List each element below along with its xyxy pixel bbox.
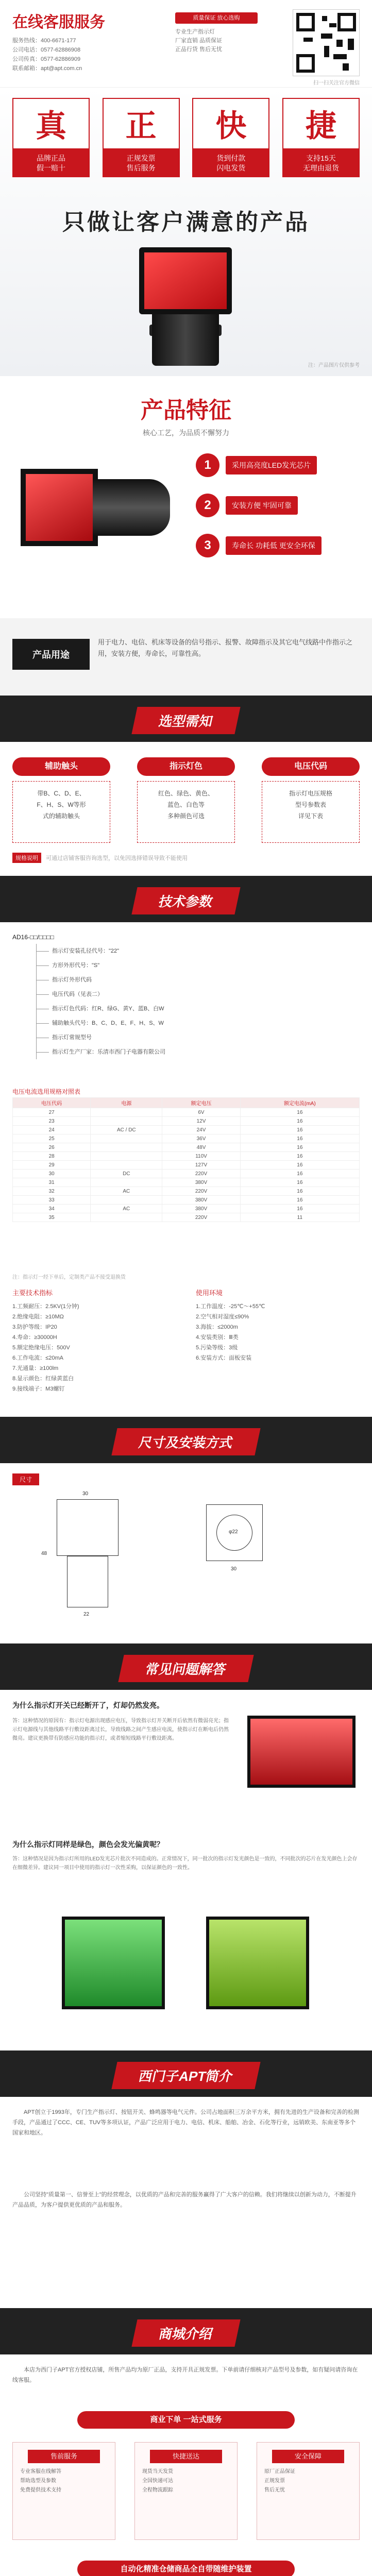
table-cell: 220V bbox=[162, 1187, 240, 1196]
table-cell: 32 bbox=[13, 1187, 91, 1196]
table-cell: 16 bbox=[240, 1134, 359, 1143]
faq-yellowgreen-light-image bbox=[206, 1917, 309, 2009]
product-caption: 注：产品图片仅供参考 bbox=[308, 363, 360, 368]
dims-title: 尺寸及安装方式 bbox=[111, 1428, 260, 1455]
intro-paragraph: APT创立于1993年，专门生产指示灯、按钮开关、蜂鸣器等电气元件。公司占地面积三万余平方米，拥有先进的生产设备和完善的检测手段，产品通过了CCC、CE、TUV等多项认证，产品广泛应用于电力、电信、机床、船舶、冶金、石化等行业，远销欧美、东南亚等多个国家和地区。 bbox=[12, 2109, 359, 2136]
service-header bbox=[0, 0, 372, 88]
table-row bbox=[13, 1187, 360, 1196]
table-cell: 48V bbox=[162, 1143, 240, 1152]
spec-item: 2.绝缘电阻：≥10MΩ bbox=[12, 1314, 64, 1320]
env-item: 2.空气相对湿度≤90% bbox=[196, 1314, 249, 1320]
table-cell: 23 bbox=[13, 1117, 91, 1126]
spec-item: 6.工作电流：≤20mA bbox=[12, 1355, 63, 1361]
feature-item bbox=[196, 453, 356, 477]
table-cell: 16 bbox=[240, 1143, 359, 1152]
service-banner: 商业下单 一站式服务 bbox=[77, 2411, 295, 2429]
table-cell bbox=[91, 1143, 162, 1152]
table-cell: 26 bbox=[13, 1143, 91, 1152]
faq-band bbox=[0, 1643, 372, 1690]
table-cell bbox=[91, 1152, 162, 1161]
table-cell: 30 bbox=[13, 1170, 91, 1178]
service-card-title: 快捷送达 bbox=[150, 2450, 222, 2463]
pillar-char: 捷 bbox=[282, 98, 360, 149]
contact-line: 公司传真：0577-62886909 bbox=[12, 56, 81, 62]
front-view-drawing bbox=[57, 1499, 119, 1556]
model-legend bbox=[36, 944, 361, 1059]
table-row bbox=[13, 1196, 360, 1205]
qr-code-icon[interactable] bbox=[293, 9, 360, 76]
spec-item: 1.工频耐压：2.5KV(1分钟) bbox=[12, 1303, 79, 1310]
params-title: 技术参数 bbox=[131, 887, 240, 914]
table-cell: 28 bbox=[13, 1152, 91, 1161]
feature-list bbox=[196, 453, 356, 574]
feature-item bbox=[196, 494, 356, 517]
pillar-caption: 品牌正品 假一赔十 bbox=[12, 149, 90, 177]
service-card-title: 安全保障 bbox=[272, 2450, 344, 2463]
quality-pill: 质量保证 放心选购 bbox=[175, 12, 258, 24]
env-section bbox=[0, 1283, 372, 1417]
table-cell: 6V bbox=[162, 1108, 240, 1117]
pillar-caption: 正规发票 售后服务 bbox=[103, 149, 180, 177]
selection-body: 红色、绿色、黄色、 蓝色、白色等 多种颜色可选 bbox=[137, 781, 235, 843]
table-cell: 36V bbox=[162, 1134, 240, 1143]
dim-label: φ22 bbox=[229, 1529, 238, 1535]
dims-tab: 尺寸 bbox=[12, 1473, 39, 1485]
params-section bbox=[0, 922, 372, 1283]
env-item: 5.污染等级：3级 bbox=[196, 1345, 238, 1351]
quality-line: 专业生产指示灯 bbox=[175, 29, 215, 35]
table-cell: 16 bbox=[240, 1205, 359, 1213]
selection-head: 指示灯色 bbox=[137, 757, 235, 776]
env-column bbox=[196, 1288, 265, 1363]
feature-number: 2 bbox=[196, 494, 219, 517]
table-row bbox=[13, 1108, 360, 1117]
table-cell bbox=[91, 1108, 162, 1117]
params-band bbox=[0, 876, 372, 922]
voltage-table bbox=[12, 1097, 360, 1222]
faq-section bbox=[0, 1690, 372, 2050]
table-cell: 16 bbox=[240, 1196, 359, 1205]
table-cell: 27 bbox=[13, 1108, 91, 1117]
hero-section bbox=[0, 88, 372, 376]
table-cell bbox=[91, 1134, 162, 1143]
table-header-cell: 额定电流(mA) bbox=[240, 1098, 359, 1108]
mall-section bbox=[0, 2354, 372, 2576]
table-cell: AC bbox=[91, 1187, 162, 1196]
table-cell: AC bbox=[91, 1205, 162, 1213]
body-view-drawing bbox=[67, 1556, 108, 1607]
table-cell: 29 bbox=[13, 1161, 91, 1170]
pillar-char: 快 bbox=[192, 98, 269, 149]
table-cell: 33 bbox=[13, 1196, 91, 1205]
contact-line: 联系邮箱：apt@apt.com.cn bbox=[12, 65, 82, 72]
table-cell: 12V bbox=[162, 1117, 240, 1126]
legend-row: 电压代码（见表二） bbox=[36, 987, 361, 1002]
selection-note-text: 可通过店铺客服咨询选型，以免因选择错误导致不能使用 bbox=[46, 855, 188, 861]
table-cell: 127V bbox=[162, 1161, 240, 1170]
env-item: 6.安装方式：面板安装 bbox=[196, 1355, 252, 1361]
intro-paragraph: 公司坚持"质量第一、信誉至上"的经营理念，以优质的产品和完善的服务赢得了广大客户的信赖。我们将继续以创新为动力，不断提升产品品质，为客户提供更优质的产品和服务。 bbox=[12, 2192, 357, 2208]
faq-question: 为什么指示灯同样是绿色，颜色会发光偏黄呢？ bbox=[12, 1840, 164, 1849]
service-title: 在线客服服务 bbox=[12, 14, 105, 31]
selection-note-tag: 规格说明 bbox=[12, 853, 41, 863]
spec-item: 8.显示颜色：红绿黄蓝白 bbox=[12, 1376, 74, 1382]
selection-title: 选型需知 bbox=[131, 707, 240, 734]
usage-text: 用于电力、电信、机床等设备的信号指示、报警、故障指示及其它电气线路中作指示之用，安装方便，寿命长，可靠性高。 bbox=[98, 638, 353, 657]
table-cell: 110V bbox=[162, 1152, 240, 1161]
feature-item bbox=[196, 534, 356, 557]
table-cell: 16 bbox=[240, 1170, 359, 1178]
pillar-char: 真 bbox=[12, 98, 90, 149]
table-row bbox=[13, 1152, 360, 1161]
warehouse-banner: 自动化精准仓储商品全自带随维护装置 bbox=[77, 2561, 295, 2576]
feature-product-image bbox=[21, 448, 175, 603]
spec-column-title: 主要技术指标 bbox=[12, 1289, 53, 1297]
service-card bbox=[12, 2442, 115, 2540]
selection-body: 指示灯电压规格 型号参数表 详见下表 bbox=[262, 781, 360, 843]
dim-label: 30 bbox=[82, 1491, 89, 1497]
dims-band bbox=[0, 1417, 372, 1463]
usage-label: 产品用途 bbox=[12, 639, 90, 670]
service-card-body: 原厂正品保证 正规发票 售后无忧 bbox=[264, 2469, 295, 2493]
service-card bbox=[257, 2442, 360, 2540]
table-cell bbox=[91, 1213, 162, 1222]
table-cell: AC / DC bbox=[91, 1126, 162, 1134]
env-item: 3.海拔：≤2000m bbox=[196, 1324, 238, 1330]
service-card-body: 专业客服在线解答 帮助选型及参数 免费提供技术支持 bbox=[20, 2469, 61, 2493]
spec-item: 5.额定绝缘电压：500V bbox=[12, 1345, 70, 1351]
feature-label: 安装方便 牢固可靠 bbox=[226, 496, 298, 515]
table-row bbox=[13, 1143, 360, 1152]
feature-label: 采用高亮度LED发光芯片 bbox=[226, 456, 317, 474]
table-cell: 11 bbox=[240, 1213, 359, 1222]
dims-section bbox=[0, 1463, 372, 1643]
env-item: 1.工作温度：-25℃～+55℃ bbox=[196, 1303, 265, 1310]
feature-number: 3 bbox=[196, 534, 219, 557]
legend-row: 指示灯安装孔径代号："22" bbox=[36, 944, 361, 958]
intro-section bbox=[0, 2097, 372, 2308]
table-cell: 24V bbox=[162, 1126, 240, 1134]
feature-label: 寿命长 功耗低 更安全环保 bbox=[226, 536, 322, 555]
selection-column bbox=[262, 757, 360, 843]
table-row bbox=[13, 1134, 360, 1143]
pillar-char: 正 bbox=[103, 98, 180, 149]
pillar-item bbox=[282, 98, 360, 177]
table-cell bbox=[91, 1161, 162, 1170]
faq-answer: 答：这种情况的原因有：指示灯电源出现感应电压，导致指示灯开关断开后依然有微弱亮光；指示灯电源线与其他线路平行敷设距离过长，导致线路之间产生感应电流，使指示灯在断电后仍然微亮。建议更换带有防感应功能的指示灯，或者缩短线路平行敷设距离。 bbox=[12, 1718, 229, 1741]
contact-line: 公司电话：0577-62886908 bbox=[12, 47, 81, 53]
selection-section bbox=[0, 742, 372, 876]
usage-section bbox=[0, 618, 372, 696]
legend-row: 指示灯色代码：红R、绿G、黄Y、蓝B、白W bbox=[36, 1002, 361, 1016]
legend-row: 指示灯生产厂家：乐清市西门子电器有限公司 bbox=[36, 1045, 361, 1059]
legend-row: 方形外形代号："S" bbox=[36, 958, 361, 973]
model-code: AD16-□□/□□□□ bbox=[12, 934, 54, 941]
table-header-cell: 额定电压 bbox=[162, 1098, 240, 1108]
table-row bbox=[13, 1178, 360, 1187]
faq-question: 为什么指示灯开关已经断开了，灯却仍然发亮。 bbox=[12, 1701, 164, 1709]
table-row bbox=[13, 1126, 360, 1134]
intro-title: 西门子APT简介 bbox=[111, 2062, 260, 2089]
service-card-title: 售前服务 bbox=[28, 2450, 100, 2463]
table-cell: 16 bbox=[240, 1126, 359, 1134]
env-item: 4.安装类别：Ⅲ类 bbox=[196, 1334, 239, 1341]
table-cell bbox=[91, 1117, 162, 1126]
dim-label: 48 bbox=[41, 1551, 47, 1556]
quality-line: 正品行货 售后无忧 bbox=[175, 46, 223, 53]
mall-band bbox=[0, 2308, 372, 2354]
contact-line: 服务热线：400-6671-177 bbox=[12, 38, 76, 44]
table-cell: 31 bbox=[13, 1178, 91, 1187]
table-header-cell: 电源 bbox=[91, 1098, 162, 1108]
selection-head: 辅助触头 bbox=[12, 757, 110, 776]
selection-band bbox=[0, 696, 372, 742]
legend-row: 指示灯常规型号 bbox=[36, 1030, 361, 1045]
faq-title: 常见问题解答 bbox=[118, 1655, 253, 1682]
pillar-caption: 支持15天 无理由退货 bbox=[282, 149, 360, 177]
table-row bbox=[13, 1170, 360, 1178]
legend-row: 辅助触头代号：B、C、D、E、F、H、S、W bbox=[36, 1016, 361, 1030]
table-cell bbox=[91, 1196, 162, 1205]
feature-number: 1 bbox=[196, 453, 219, 477]
spec-item: 3.防护等级：IP20 bbox=[12, 1324, 57, 1330]
quality-line: 厂家直销 品质保证 bbox=[175, 38, 223, 44]
spec-item: 4.寿命：≥30000H bbox=[12, 1334, 57, 1341]
spec-item: 7.光通量：≥100lm bbox=[12, 1365, 59, 1371]
table-row bbox=[13, 1205, 360, 1213]
legend-row: 指示灯外形代码 bbox=[36, 973, 361, 987]
selection-body: 带B、C、D、E、 F、H、S、W等形 式的辅助触头 bbox=[12, 781, 110, 843]
table-cell bbox=[91, 1178, 162, 1187]
table-cell: 16 bbox=[240, 1152, 359, 1161]
spec-column bbox=[12, 1288, 79, 1394]
pillar-caption: 货到付款 闪电发货 bbox=[192, 149, 269, 177]
selection-column bbox=[137, 757, 235, 843]
table-cell: 220V bbox=[162, 1213, 240, 1222]
features-section bbox=[0, 376, 372, 618]
table-cell: 380V bbox=[162, 1196, 240, 1205]
selection-note bbox=[12, 853, 188, 863]
product-image bbox=[129, 247, 242, 371]
table-caption: 电压电流选用规格对照表 bbox=[12, 1088, 81, 1095]
mall-title: 商城介绍 bbox=[131, 2319, 240, 2347]
table-cell: 16 bbox=[240, 1161, 359, 1170]
quality-block bbox=[175, 12, 258, 54]
selection-column bbox=[12, 757, 110, 843]
table-header-cell: 电压代码 bbox=[13, 1098, 91, 1108]
table-cell: 16 bbox=[240, 1187, 359, 1196]
table-cell: DC bbox=[91, 1170, 162, 1178]
qr-caption: 扫一扫关注官方微信 bbox=[313, 80, 360, 86]
table-cell: 25 bbox=[13, 1134, 91, 1143]
mall-paragraph: 本店为西门子APT官方授权店铺，所售产品均为原厂正品，支持开具正规发票。下单前请仔细核对产品型号及参数，如有疑问请咨询在线客服。 bbox=[12, 2367, 358, 2383]
service-card-body: 现货当天发货 全国快递可达 全程物流跟踪 bbox=[142, 2469, 173, 2493]
pillar-row bbox=[12, 98, 360, 177]
table-cell: 24 bbox=[13, 1126, 91, 1134]
table-row bbox=[13, 1117, 360, 1126]
table-row bbox=[13, 1161, 360, 1170]
table-cell: 16 bbox=[240, 1108, 359, 1117]
faq-answer: 答：这种情况是因为指示灯所用的LED发光芯片批次不同造成的。正常情况下，同一批次的指示灯发光颜色是一致的，不同批次的芯片在发光颜色上会存在细微差异。建议同一项目中使用的指示灯一次性采购，以保证颜色的一致性。 bbox=[12, 1856, 358, 1871]
table-cell: 380V bbox=[162, 1205, 240, 1213]
table-cell: 34 bbox=[13, 1205, 91, 1213]
selection-head: 电压代码 bbox=[262, 757, 360, 776]
dim-label: 30 bbox=[231, 1566, 237, 1572]
spec-item: 9.接线端子：M3螺钉 bbox=[12, 1386, 65, 1392]
pillar-item bbox=[12, 98, 90, 177]
features-subtitle: 核心工艺，为品质不懈努力 bbox=[143, 429, 229, 437]
pillar-item bbox=[103, 98, 180, 177]
table-cell: 16 bbox=[240, 1178, 359, 1187]
table-note: 注：指示灯一经下单后，定制类产品不接受退换货 bbox=[12, 1275, 126, 1280]
table-cell: 16 bbox=[240, 1117, 359, 1126]
faq-green-light-image bbox=[62, 1917, 165, 2009]
table-cell: 220V bbox=[162, 1170, 240, 1178]
service-card bbox=[134, 2442, 238, 2540]
table-row bbox=[13, 1213, 360, 1222]
table-cell: 35 bbox=[13, 1213, 91, 1222]
contact-list bbox=[12, 36, 82, 73]
pillar-item bbox=[192, 98, 269, 177]
env-column-title: 使用环境 bbox=[196, 1289, 223, 1297]
features-title: 产品特征 bbox=[141, 398, 231, 423]
intro-band bbox=[0, 2050, 372, 2097]
hero-slogan: 只做让客户满意的产品 bbox=[62, 210, 310, 235]
dim-label: 22 bbox=[83, 1612, 90, 1617]
faq-product-image bbox=[247, 1716, 356, 1788]
table-cell: 380V bbox=[162, 1178, 240, 1187]
